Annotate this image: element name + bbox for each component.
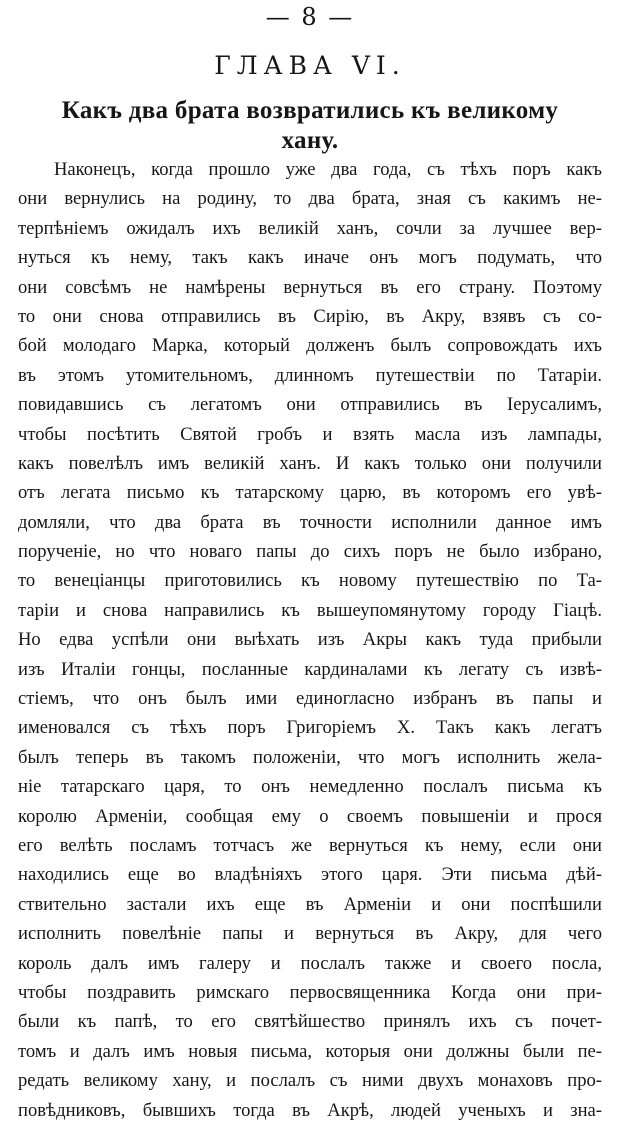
text-line: томъ и далъ имъ новыя письма, которыя они должны были пе- [18, 1040, 602, 1062]
text-line: изъ Италіи гонцы, посланные кардиналами къ легату съ извѣ- [18, 658, 602, 680]
text-line: король далъ имъ галеру и послалъ также и своего посла, [18, 952, 602, 974]
text-line: терпѣніемъ ожидалъ ихъ великій ханъ, сочли за лучшее вер- [18, 217, 602, 239]
text-line: они совсѣмъ не намѣрены вернуться въ его страну. Поэтому [18, 276, 602, 298]
text-line: то венеціанцы приготовились къ новому путешествію по Та- [18, 570, 602, 592]
text-line: отъ легата письмо къ татарскому царю, въ которомъ его увѣ- [18, 482, 602, 504]
text-line: редать великому хану, и послалъ съ ними двухъ монаховъ про- [18, 1070, 602, 1092]
text-line: королю Арменіи, сообщая ему о своемъ повышеніи и прося [18, 805, 602, 827]
text-line: таріи и снова направились къ вышеупомянутому городу Гіацѣ. [18, 599, 602, 621]
page-number: — 8 — [265, 3, 355, 31]
text-line: Но едва успѣли они выѣхать изъ Акры какъ туда прибыли [18, 629, 602, 651]
text-line: Наконецъ, когда прошло уже два года, съ тѣхъ поръ какъ [54, 159, 602, 180]
text-line: повидавшись съ легатомъ они отправились въ Іерусалимъ, [18, 394, 602, 416]
text-line: нуться къ нему, такъ какъ иначе онъ могъ подумать, что [18, 247, 602, 269]
chapter-heading: ГЛАВА VI. [214, 51, 406, 80]
text-line: стіемъ, что онъ былъ ими единогласно избранъ въ папы и [18, 688, 602, 710]
text-line: повѣдниковъ, бывшихъ тогда въ Акрѣ, людей ученыхъ и зна- [18, 1099, 602, 1121]
text-line: его велѣть посламъ тотчасъ же вернуться къ нему, если они [18, 834, 602, 856]
text-line: находились еще во владѣніяхъ этого царя. Эти письма дѣй- [18, 864, 602, 886]
text-line: они вернулись на родину, то два брата, зная съ какимъ не- [18, 188, 602, 210]
text-line: въ этомъ утомительномъ, длинномъ путешествіи по Татаріи. [18, 364, 602, 386]
text-line: чтобы поздравить римскаго первосвященника Когда они при- [18, 981, 602, 1003]
text-line: порученіе, но что новаго папы до сихъ поръ не было избрано, [18, 541, 602, 563]
text-line: бой молодаго Марка, который долженъ былъ сопровождать ихъ [18, 335, 602, 357]
text-line: ствительно застали ихъ еще въ Арменіи и они поспѣшили [18, 893, 602, 915]
chapter-title: Какъ два брата возвратились къ великому хану. [61, 97, 559, 154]
text-line: былъ теперь въ такомъ положеніи, что могъ исполнить жела- [18, 746, 602, 768]
text-line: чтобы посѣтить Святой гробъ и взять масла изъ лампады, [18, 423, 602, 445]
body-text [18, 155, 602, 1125]
text-line: то они снова отправились въ Сирію, въ Акру, взявъ съ со- [18, 305, 602, 327]
text-line: исполнить повелѣніе папы и вернуться въ Акру, для чего [18, 923, 602, 945]
text-line: домляли, что два брата въ точности исполнили данное имъ [18, 511, 602, 533]
text-line: какъ повелѣлъ имъ великій ханъ. И какъ только они получили [18, 452, 602, 474]
text-line: были къ папѣ, то его святѣйшество принялъ ихъ съ почет- [18, 1011, 602, 1033]
text-line: ніе татарскаго царя, то онъ немедленно послалъ письма къ [18, 776, 602, 798]
text-line: именовался съ тѣхъ поръ Григоріемъ X. Такъ какъ легатъ [18, 717, 602, 739]
